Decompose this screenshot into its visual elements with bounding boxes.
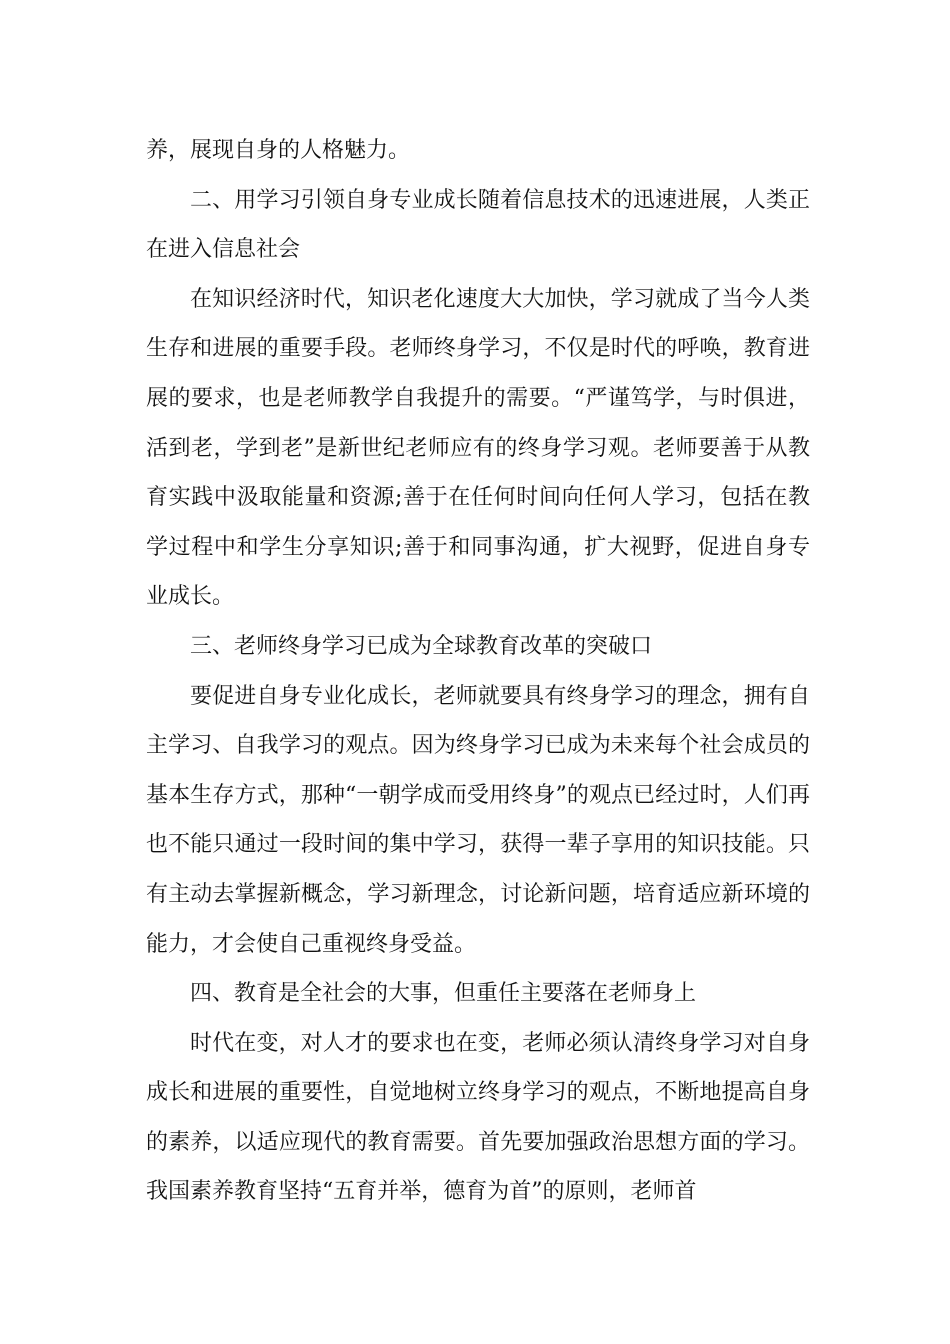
paragraph-continued: 养，展现自身的人格魅力。 — [146, 138, 411, 163]
section-heading-4: 四、教育是全社会的大事，但重任主要落在老师身上 — [190, 981, 697, 1007]
paragraph: 在知识经济时代，知识老化速度大大加快，学习就成了当今人类生存和进展的重要手段。老师终身学习，不仅是时代的呼唤，教育进展的要求，也是老师教学自我提升的需要。“严谨笃学，与时俱进，活到老，学到老”是新世纪老师应有的终身学习观。老师要善于从教育实践中汲取能量和资源;善于在任何时间向任何人学习，包括在教学过程中和学生分享知识;善于和同事沟通，扩大视野，促进自身专业成长。 — [146, 286, 810, 610]
document-body — [146, 126, 810, 1217]
paragraph: 时代在变，对人才的要求也在变，老师必须认清终身学习对自身成长和进展的重要性，自觉地树立终身学习的观点，不断地提高自身的素养，以适应现代的教育需要。首先要加强政治思想方面的学习。我国素养教育坚持“五育并举，德育为首”的原则，老师首 — [146, 1030, 810, 1205]
section-heading-2: 二、用学习引领自身专业成长随着信息技术的迅速进展，人类正在进入信息社会 — [146, 187, 810, 263]
section-heading-3: 三、老师终身学习已成为全球教育改革的突破口 — [190, 633, 653, 659]
paragraph: 要促进自身专业化成长，老师就要具有终身学习的理念，拥有自主学习、自我学习的观点。因为终身学习已成为未来每个社会成员的基本生存方式，那种“一朝学成而受用终身”的观点已经过时，人们再也不能只通过一段时间的集中学习，获得一辈子享用的知识技能。只有主动去掌握新概念，学习新理念，讨论新问题，培育适应新环境的能力，才会使自己重视终身受益。 — [146, 683, 810, 957]
